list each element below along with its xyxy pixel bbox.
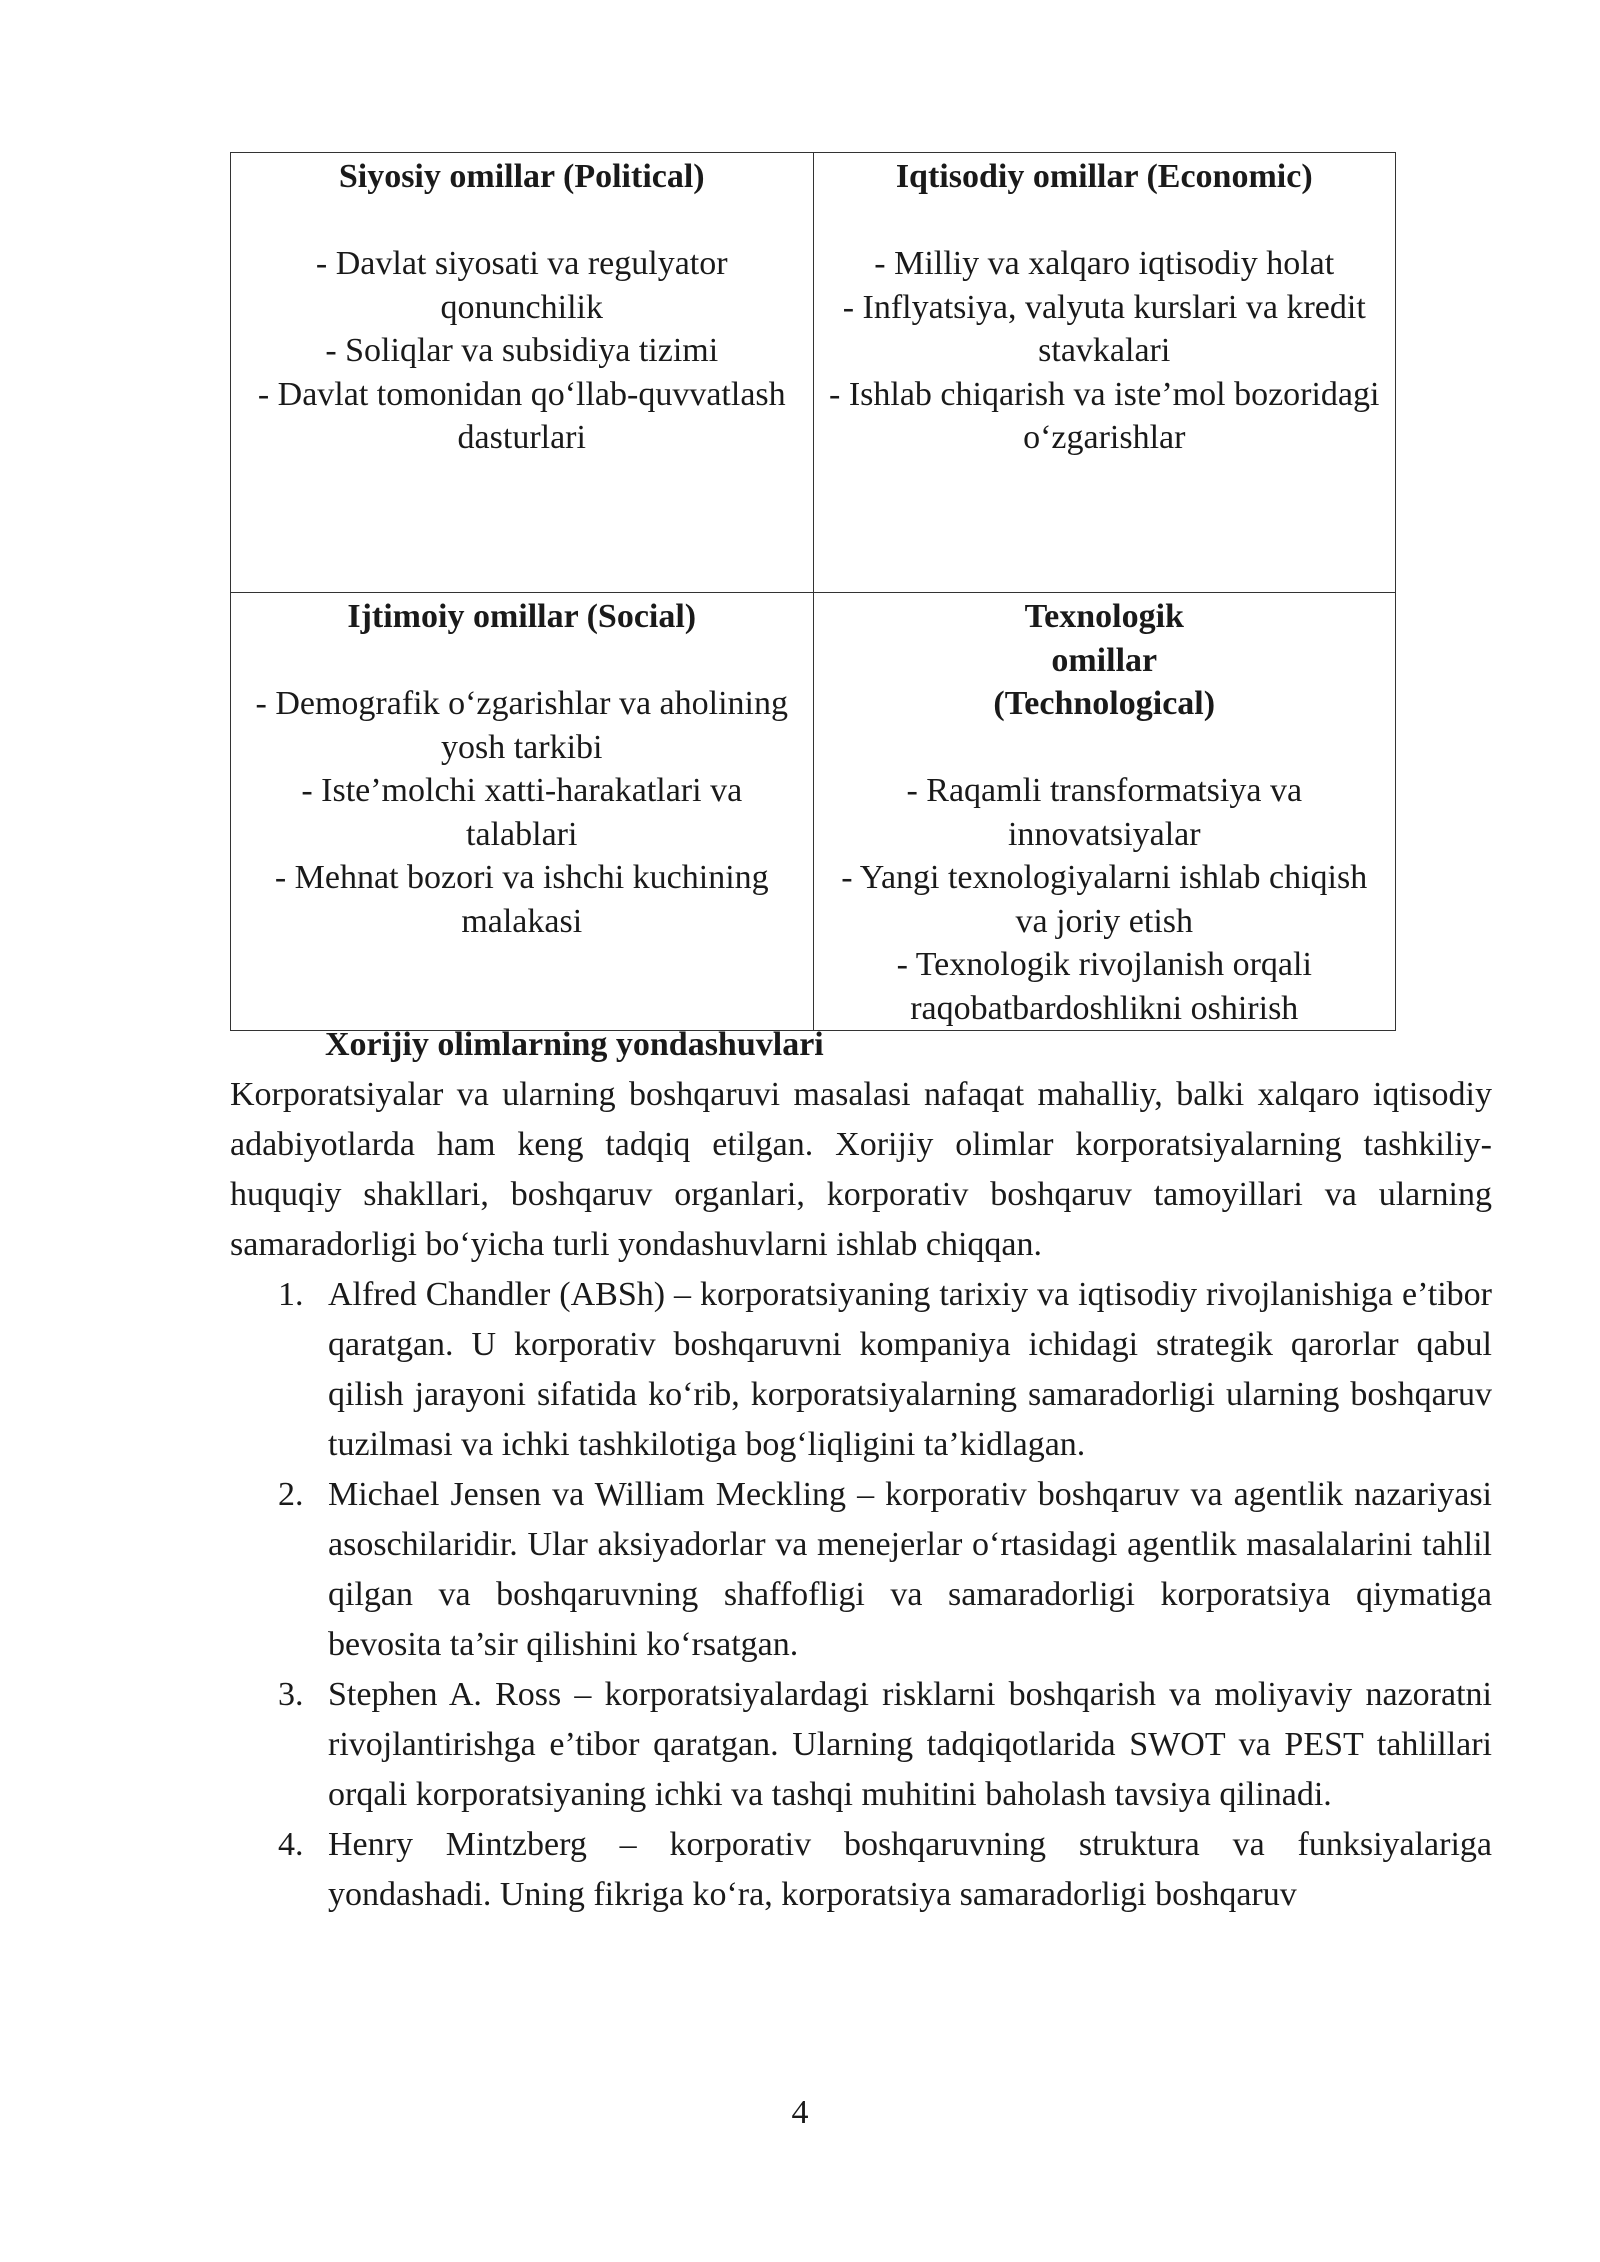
list-item <box>230 1470 1492 1670</box>
cell-spacer <box>826 726 1384 770</box>
technological-item: - Raqamli transformatsiya va innovatsiyalar <box>906 772 1303 853</box>
foreign-scholars-section <box>230 1020 1492 1920</box>
technological-title: Texnologik omillar (Technological) <box>993 598 1216 722</box>
list-item-text: Alfred Chandler (ABSh) – korporatsiyaning tarixiy va iqtisodiy rivojlanishiga e’tibor qaratgan. U korporativ boshqaruvni kompaniya ichidagi strategik qarorlar qabul qilish jarayoni sifatida ko‘rib, korporatsiyalarning samaradorligi ularning boshqaruv tuzilmasi va ichki tashkilotiga bog‘liqligini ta’kidlagan. <box>328 1276 1492 1463</box>
table-row <box>231 593 1396 1031</box>
political-cell <box>231 153 814 593</box>
political-title: Siyosiy omillar (Political) <box>338 158 705 195</box>
economic-cell <box>813 153 1396 593</box>
social-item: - Mehnat bozori va ishchi kuchining malakasi <box>274 859 769 940</box>
list-item-number: 2. <box>278 1476 304 1513</box>
list-item-number: 1. <box>278 1276 304 1313</box>
economic-title: Iqtisodiy omillar (Economic) <box>895 158 1313 195</box>
social-title: Ijtimoiy omillar (Social) <box>347 598 697 635</box>
technological-item: - Yangi texnologiyalarni ishlab chiqish va joriy etish <box>841 859 1368 940</box>
table-row <box>231 153 1396 593</box>
list-item <box>230 1820 1492 1920</box>
social-cell <box>231 593 814 1031</box>
technological-cell <box>813 593 1396 1031</box>
list-item-text: Stephen A. Ross – korporatsiyalardagi risklarni boshqarish va moliyaviy nazoratni rivojlantirishga e’tibor qaratgan. Ularning tadqiqotlarida SWOT va PEST tahlillari orqali korporatsiyaning ichki va tashqi muhitini baholash tavsiya qilinadi. <box>328 1676 1492 1813</box>
scholars-list <box>230 1270 1492 1920</box>
pest-analysis-table <box>230 152 1396 1031</box>
political-item: - Soliqlar va subsidiya tizimi <box>325 332 719 369</box>
section-title: Xorijiy olimlarning yondashuvlari <box>325 1026 824 1063</box>
economic-item: - Inflyatsiya, valyuta kurslari va kredit stavkalari <box>842 288 1366 369</box>
list-item-text: Michael Jensen va William Meckling – korporativ boshqaruv va agentlik nazariyasi asoschilaridir. Ular aksiyadorlar va menejerlar o‘rtasidagi agentlik masalalarini tahlil qilgan va boshqaruvning shaffofligi va samaradorligi korporatsiya qiymatiga bevosita ta’sir qilishini ko‘rsatgan. <box>328 1476 1492 1663</box>
list-item-number: 3. <box>278 1676 304 1713</box>
list-item-number: 4. <box>278 1826 304 1863</box>
page-number: 4 <box>791 2094 809 2131</box>
list-item-text: Henry Mintzberg – korporativ boshqaruvning struktura va funksiyalariga yondashadi. Uning fikriga ko‘ra, korporatsiya samaradorligi boshqaruv <box>328 1826 1492 1913</box>
cell-spacer <box>826 199 1384 243</box>
political-item: - Davlat siyosati va regulyator qonunchilik <box>315 245 728 326</box>
economic-item: - Milliy va xalqaro iqtisodiy holat <box>874 245 1335 282</box>
social-item: - Demografik o‘zgarishlar va aholining yosh tarkibi <box>255 685 788 766</box>
social-item: - Iste’molchi xatti-harakatlari va talablari <box>301 772 743 853</box>
political-item: - Davlat tomonidan qo‘llab-quvvatlash dasturlari <box>257 375 786 456</box>
cell-spacer <box>243 639 801 683</box>
technological-item: - Texnologik rivojlanish orqali raqobatbardoshlikni oshirish <box>896 946 1312 1027</box>
cell-spacer <box>243 199 801 243</box>
economic-item: - Ishlab chiqarish va iste’mol bozoridagi o‘zgarishlar <box>829 375 1380 456</box>
list-item <box>230 1670 1492 1820</box>
intro-paragraph: Korporatsiyalar va ularning boshqaruvi masalasi nafaqat mahalliy, balki xalqaro iqtisodiy adabiyotlarda ham keng tadqiq etilgan. Xorijiy olimlar korporatsiyalarning tashkiliy-huquqiy shakllari, boshqaruv organlari, korporativ boshqaruv tamoyillari va ularning samaradorligi bo‘yicha turli yondashuvlarni ishlab chiqqan. <box>230 1076 1492 1263</box>
list-item <box>230 1270 1492 1470</box>
